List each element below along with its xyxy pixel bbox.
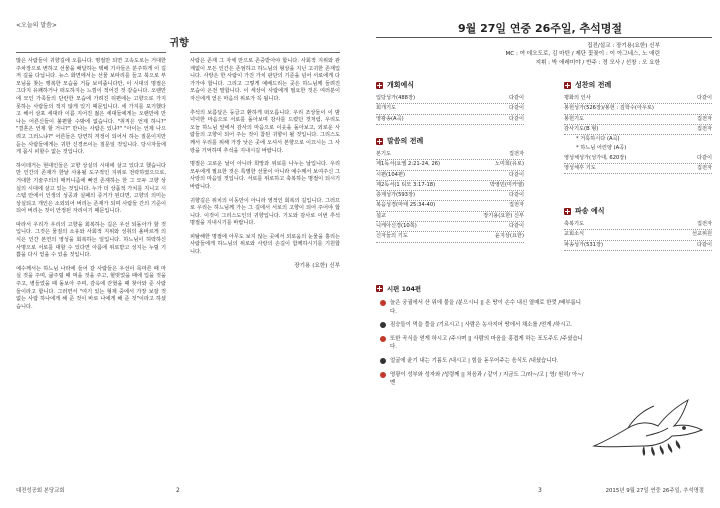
order-row bbox=[376, 181, 524, 191]
item-name: 회개기도 bbox=[376, 105, 397, 112]
section-heading-label: 성찬의 전례 bbox=[575, 81, 612, 89]
order-row bbox=[376, 212, 524, 222]
order-row bbox=[564, 104, 712, 114]
item-name: 입당성가(488장) bbox=[376, 95, 416, 101]
item-role: 집전자 bbox=[696, 125, 712, 132]
order-row bbox=[564, 154, 712, 164]
credit-line: 집전/설교 : 장기용(요한) 신부 bbox=[587, 43, 660, 49]
paragraph: 추석의 보름달은 둥글고 환하게 떠오릅니다. 우리 조상들이 이 밤 넉넉한 마음으로 서로를 돌아보며 감사를 드렸던 것처럼, 우리도 오늘 하느님 앞에서 감사의 마음으로 이웃을 돌아보고, 외로운 사람들의 고향이 되어 주는 것이 참된 귀향이 될 것입니다. 그리스도께서 우리를 위해 가장 낮은 곳에 오셔서 본향으로 이끄시는 그 사랑을 기억하며 추석을 지내시길 바랍니다. bbox=[190, 109, 340, 154]
psalm-verse bbox=[376, 299, 586, 316]
item-role: 박영민(미카엘) bbox=[489, 181, 524, 188]
item-role: 다같이 bbox=[508, 115, 524, 122]
paragraph: 사람은 존재 그 자체 만으로 존중받아야 합니다. 사회적 지위와 관계없이 모든 인간은 존엄하고 하느님의 형상을 지닌 고귀한 존재입니다. 사랑은 한 사람이 가진 가치 판단의 기준을 넘어 서로에게 다가가야 합니다. 그리고 그렇게 예배드리는 곳은 하느님께 들려진 모습이 온전 말합니다. 이 세상이 사람에게 필요한 것은 여러분이 자신에게 얻은 마음의 위로가 꼭 됩니다. bbox=[190, 58, 340, 102]
item-name: 제2독서(1 티모 3:17-18) bbox=[376, 181, 436, 188]
sermon-column-2 bbox=[190, 58, 340, 270]
item-role: 집전자 bbox=[696, 115, 712, 122]
item-role: 다같이 bbox=[508, 192, 524, 199]
order-row bbox=[376, 94, 524, 104]
psalm-verse bbox=[376, 357, 586, 366]
bullet-icon bbox=[380, 336, 386, 342]
item-name: 본기도 bbox=[376, 151, 392, 157]
verse-text: 영광이 성부와 성자와 /성령께 || 처음과 / 같이 / 지금도 그/라~/고 | 영/ 원히/ 아~/멘 bbox=[390, 371, 584, 387]
order-row bbox=[376, 222, 524, 232]
item-name: 감사기도(B 형) bbox=[564, 125, 599, 132]
item-name: 영광송(A곡) bbox=[376, 115, 404, 122]
psalm-verse bbox=[376, 371, 586, 388]
item-role: 윤지상(요한) bbox=[494, 233, 524, 240]
order-row bbox=[376, 104, 524, 114]
page-number: 2 bbox=[176, 487, 180, 494]
item-role: 집전자 bbox=[696, 221, 712, 227]
paragraph: 하이데거는 현대인들은 고향 상실의 시대에 살고 있다고 했습니다만 인간의 존재가 한낱 사용될 도구적인 지위로 전락하였으므로, 거대한 기술주의의 매커니즘에 빠진 존재하는 한 그 모두 고향 상실의 시대에 살고 있는 것입니다. 누가 더 상품적 가치를 지니고 시스템 안에서 인생의 성공과 실패의 증거가 된다면, 고향의 의미는 상실되고 개인은 소외되어 버리는 존재가 되며 사람들 간의 기준이 되어 버리는 것이 안정된 자리이기 때문입니다. bbox=[16, 162, 166, 215]
title-divider-right bbox=[190, 52, 340, 53]
word-section bbox=[376, 136, 524, 243]
item-role: 다같이 bbox=[508, 95, 524, 101]
bullet-icon bbox=[380, 300, 386, 306]
section-heading bbox=[376, 284, 586, 293]
order-row bbox=[376, 115, 524, 125]
item-name: 신자들의 기도 bbox=[376, 233, 408, 240]
section-heading-label: 시편 104편 bbox=[387, 285, 422, 293]
order-row bbox=[376, 160, 524, 170]
paragraph: 따라서 우리가 우리의 고향을 회복하는 길은 우선 되돌아가 할 것입니다. 그것은 물질의 소유와 사회적 지위와 성취의 올바르게 의식은 인간 본연의 영성을 회복하는 일입니다. 하느님이 허락하신 사명으로 서로를 대할 수 있다면 아픔에 위로받고 성지는 누릴 기쁨을 다시 얻을 수 있을 것입니다. bbox=[16, 221, 166, 259]
item-name: 봉헌성가(526장)/봉헌 : 김학수(아우로) bbox=[564, 105, 654, 112]
order-row bbox=[564, 94, 712, 104]
item-role: 집전자 bbox=[508, 202, 524, 209]
psalm-verse bbox=[376, 335, 586, 352]
item-name: 봉헌기도 bbox=[564, 115, 585, 122]
order-row bbox=[376, 150, 524, 160]
psalm-verse bbox=[376, 321, 586, 330]
footer-date: 2015년 9월 27일 연중 26주일, 추석명절 bbox=[605, 488, 704, 494]
credit-line: 지휘 : 박 에레미야 / 반주 : 정 모사 / 선창 : 오 요한 bbox=[535, 59, 660, 66]
item-name: 복음성경(마태 25:34-40) bbox=[376, 202, 436, 209]
section-heading bbox=[376, 136, 524, 146]
order-row bbox=[564, 230, 712, 240]
item-name: 시편(104편) bbox=[376, 171, 405, 178]
verse-text: 얼굴에 윤기 내는 기름도 /내시고 | 힘을 돋우어주는 음식도 /내셨습니다. bbox=[390, 357, 559, 364]
item-role: 장기용(요한) 신부 bbox=[483, 212, 524, 219]
item-name: 층계성가(593장) bbox=[376, 192, 416, 199]
item-name: 교회소식 bbox=[564, 231, 585, 238]
item-name: 니케아신경(10쪽) bbox=[376, 223, 417, 230]
order-row bbox=[376, 191, 524, 201]
item-name: 영성체후 기도 bbox=[564, 165, 596, 172]
section-heading bbox=[376, 80, 524, 90]
order-row bbox=[564, 220, 712, 230]
item-role: 선교위원 bbox=[691, 231, 712, 238]
dove-icon bbox=[588, 388, 706, 458]
footer-church: 대전성공회 본당교회 bbox=[16, 488, 65, 494]
title-divider-left bbox=[16, 52, 166, 53]
cross-icon bbox=[564, 82, 571, 89]
item-name: 축복기도 bbox=[564, 221, 585, 227]
item-role: 다같이 bbox=[696, 95, 712, 101]
item-name: 설교 bbox=[376, 212, 387, 219]
paragraph: 귀향길은 위치의 이동만이 아니라 영적인 회복의 길입니다. 그러므로 우리는 하느님께 가는 그 길에서 서로의 고향이 되어 주어야 합니다. 이것이 그리스도인의 귀향입니다. 기도와 감사로 이번 추석 명절을 지내시기를 바랍니다. bbox=[190, 197, 340, 227]
item-name: 제1독서(요엘 2:21-24, 26) bbox=[376, 161, 441, 168]
item-role: 다같이 bbox=[508, 171, 524, 178]
dismissal-section bbox=[564, 206, 712, 251]
section-heading-label: 파송 예식 bbox=[575, 207, 605, 215]
verse-text: 짐승들이 먹을 풀을 /기르시고 | 사람은 농사지어 땅에서 채소를 /얻게 /하시고. bbox=[390, 322, 573, 329]
item-role: 다같이 bbox=[696, 241, 712, 248]
order-row bbox=[564, 164, 712, 174]
verse-text: 늘은 궁궐에서 산 위에 물을 /분으시니 || 온 땅이 손수 내신 열매로 한껏 /배부릅니다. bbox=[390, 300, 581, 315]
item-role: 집전자 bbox=[696, 165, 712, 172]
item-name: 영성체성가(성가대, 620장) bbox=[564, 154, 627, 161]
bullet-icon bbox=[380, 322, 386, 328]
cross-icon bbox=[376, 138, 383, 145]
order-row bbox=[564, 241, 712, 251]
item-name: 평화의 인사 bbox=[564, 95, 591, 101]
cross-icon bbox=[376, 82, 383, 89]
section-heading bbox=[564, 206, 712, 216]
cross-icon bbox=[376, 285, 383, 292]
sub-item: * 하느님 어린양 (A곡) bbox=[576, 145, 627, 152]
item-role: 노미희(유로) bbox=[494, 161, 524, 168]
right-page bbox=[360, 0, 720, 508]
order-row bbox=[376, 201, 524, 211]
item-role: 집전자 bbox=[508, 151, 524, 157]
item-role: 다같이 bbox=[508, 105, 524, 112]
section-heading-label: 말씀의 전례 bbox=[387, 137, 424, 145]
cross-icon bbox=[564, 208, 571, 215]
item-role: 다같이 bbox=[696, 154, 712, 161]
order-row bbox=[376, 171, 524, 181]
page-number: 3 bbox=[538, 487, 542, 494]
service-credits bbox=[460, 42, 660, 67]
order-row bbox=[564, 115, 712, 125]
section-heading-label: 개회예식 bbox=[387, 81, 415, 89]
sermon-column-1 bbox=[16, 58, 166, 317]
eucharist-section bbox=[564, 80, 712, 174]
psalm-section bbox=[376, 284, 586, 393]
paragraph: 피탈해한 명절에 아무도 보지 않는 곳에서 외로움의 눈물을 흘리는 사람들에게 하느님의 위로와 사랑의 손길이 함께하시기를 기원합니다. bbox=[190, 233, 340, 256]
title-divider bbox=[376, 37, 712, 38]
paragraph: 예수께서는 하느님 나라에 들어 갈 사람들은 우선이 목마른 때 마실 것을 주며, 굶주릴 때 먹을 것을 주고, 헐벗었을 때에 입을 것을 주고, 병들었을 때 돌보아 주며, 감옥에 갇혔을 때 찾아와 준 사람들이라고 합니다. 그러면서 "여기 있는 형제 중에서 가장 보잘 것 없는 사람 하나에게 해 준 것이 바로 나에게 해 준 것"이라고 하셨습니다. bbox=[16, 265, 166, 310]
sermon-title: 귀향 bbox=[169, 38, 189, 49]
service-title: 9월 27일 연중 26주일, 추석명절 bbox=[457, 22, 623, 35]
sub-item: * 거룩하시다 (A곡) bbox=[576, 136, 620, 143]
opening-section bbox=[376, 80, 524, 125]
item-role: 다같이 bbox=[508, 223, 524, 230]
bullet-icon bbox=[380, 372, 386, 378]
paragraph: 명절은 고로운 날이 아니라 희망과 위로를 나누는 날입니다. 우리 모두에게 필요한 것은 특별한 선물이 아니라 예수께서 보여주신 그 사랑의 마음일 것입니다. 서로를 위로하고 축복하는 명절이 되시기 바랍니다. bbox=[190, 161, 340, 190]
section-tag: <오늘의 말씀> bbox=[16, 22, 57, 29]
section-heading bbox=[564, 80, 712, 90]
credit-line: MC : 여 데오도로, 김 마틴 / 제단 꽃꽂이 : 이 아그네스, 노 애린 bbox=[505, 51, 660, 58]
signature: 장기용 (요한) 신부 bbox=[294, 262, 340, 269]
item-name: 파송성가(531장) bbox=[564, 241, 604, 248]
verse-text: 또한 곡식을 얻게 하시고 /주시며 || 사람의 마음을 흥겹게 하는 포도주도 /주셨습니다. bbox=[390, 335, 583, 351]
paragraph: 많은 사람들이 귀향길에 오릅니다. 명절만 되면 고속도로는 거대한 주차장으로 변하고 선물을 배달하는 택배 기사들은 분주하게 이 길 저 길을 다닙니다. 뉴스 화면에서는 선물 보따리를 들고 북으로 부모님을 찾는 행복한 모습을 거듭 보여줍니다만, 이 시대의 명절은 그다지 유쾌하거나 떠도하지는 느낌이 적어진 것 같습니다. 오랜만에 모인 가족들의 단란한 모습에 가려진 뒤편에는 고향으로 가지 못하는 사람들의 적지 않게 있기 때문입니다. 세 가지를 포기했다고 해서 삼포 세대라 이름 지어진 젊은 세대들에게는 오랜만에 만나는 어른신들이 불편할 수밖에 없습니다. "취직은 언제 하니?" "결혼은 언제 할 거니?" 만나는 사람은 있냐?" "아이는 언제 나으려고 그러느냐?" 어른들은 당연히 걱정이 되어서 하는 질문이지만 듣는 사람들에게는 귀한 신경쓰이는 질문일 것입니다. 당시자들에게 몹시 피할수 없는 것입니다. bbox=[16, 58, 166, 156]
order-row bbox=[376, 232, 524, 242]
bullet-icon bbox=[380, 358, 386, 364]
order-row bbox=[564, 125, 712, 135]
